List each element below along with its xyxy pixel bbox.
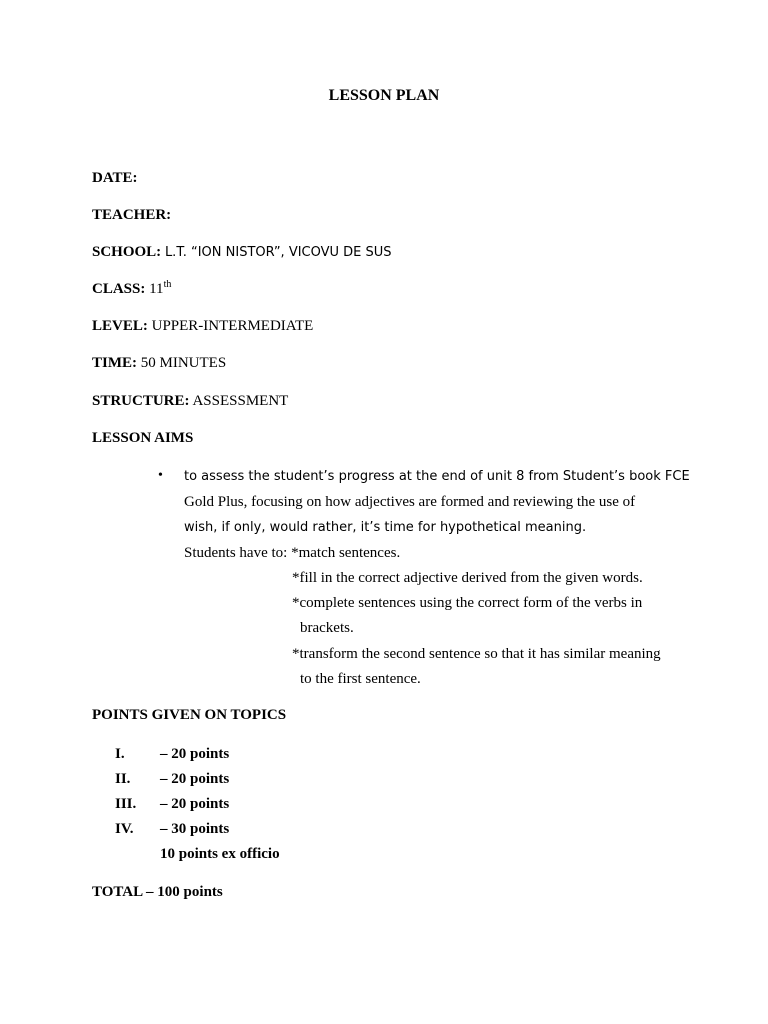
- points-numeral: II.: [115, 771, 131, 787]
- aim-line: to assess the student’s progress at the end of unit 8 from Student’s book FCE: [184, 469, 690, 484]
- structure-label: STRUCTURE:: [92, 393, 190, 409]
- date-label: DATE:: [92, 170, 138, 186]
- class-value: 11: [149, 281, 164, 297]
- time-value: 50 MINUTES: [140, 355, 227, 371]
- points-value: – 20 points: [160, 746, 230, 762]
- points-heading: POINTS GIVEN ON TOPICS: [92, 707, 287, 723]
- points-numeral: I.: [115, 746, 125, 762]
- date-field: [92, 170, 138, 187]
- structure-field: [92, 393, 288, 410]
- time-field: [92, 355, 226, 372]
- points-numeral: III.: [115, 796, 137, 812]
- school-label: SCHOOL:: [92, 244, 162, 260]
- points-value: – 20 points: [160, 796, 230, 812]
- level-value: UPPER-INTERMEDIATE: [151, 318, 314, 334]
- bullet-icon: •: [158, 468, 163, 483]
- school-field: [92, 244, 392, 261]
- class-field: [92, 281, 171, 298]
- ex-officio-points: 10 points ex officio: [160, 846, 280, 862]
- task-line: *transform the second sentence so that it has similar meaning: [292, 646, 661, 662]
- task-line: *complete sentences using the correct form of the verbs in: [292, 595, 643, 611]
- level-field: [92, 318, 313, 335]
- task-line: *fill in the correct adjective derived from the given words.: [292, 570, 643, 586]
- aim-line: Students have to: *match sentences.: [184, 545, 401, 561]
- class-superscript: th: [163, 279, 172, 290]
- teacher-field: [92, 207, 171, 224]
- teacher-label: TEACHER:: [92, 207, 172, 223]
- class-label: CLASS:: [92, 281, 146, 297]
- points-value: – 20 points: [160, 771, 230, 787]
- aim-line: wish, if only, would rather, it’s time for hypothetical meaning.: [184, 520, 587, 535]
- level-label: LEVEL:: [92, 318, 148, 334]
- points-value: – 30 points: [160, 821, 230, 837]
- document-title: LESSON PLAN: [328, 87, 440, 104]
- task-line: to the first sentence.: [300, 671, 421, 687]
- school-value: L.T. “ION NISTOR”, VICOVU DE SUS: [164, 245, 392, 260]
- time-label: TIME:: [92, 355, 137, 371]
- structure-value: ASSESSMENT: [192, 393, 289, 409]
- total-points: TOTAL – 100 points: [92, 884, 223, 900]
- points-numeral: IV.: [115, 821, 134, 837]
- task-line: brackets.: [300, 620, 354, 636]
- aim-line: Gold Plus, focusing on how adjectives are formed and reviewing the use of: [184, 494, 636, 510]
- lesson-aims-heading: LESSON AIMS: [92, 430, 194, 446]
